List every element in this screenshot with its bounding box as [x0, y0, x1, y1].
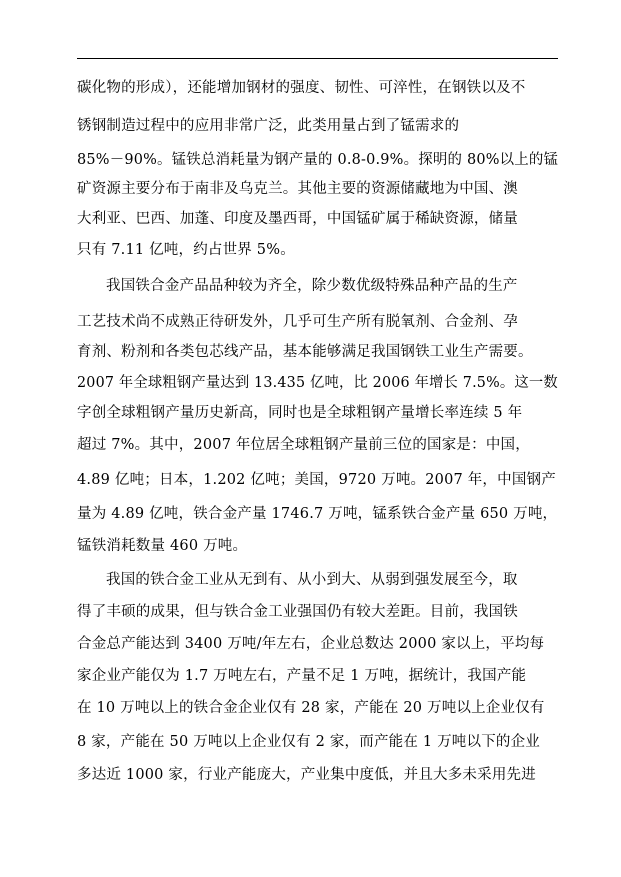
- paragraph-2-line-2: 工艺技术尚不成熟正待研发外，几乎可生产所有脱氧剂、合金剂、孕: [77, 314, 518, 330]
- paragraph-2-line-6: 超过 7%。其中，2007 年位居全球粗钢产量前三位的国家是：中国，: [77, 437, 530, 453]
- paragraph-2-line-4: 2007 年全球粗钢产量达到 13.435 亿吨，比 2006 年增长 7.5%。这一数: [77, 375, 558, 391]
- paragraph-3-line-4: 家企业产能仅为 1.7 万吨左右，产量不足 1 万吨，据统计，我国产能: [77, 668, 527, 684]
- paragraph-1-line-4: 矿资源主要分布于南非及乌克兰。其他主要的资源储藏地为中国、澳: [77, 181, 518, 197]
- paragraph-2-line-9: 锰铁消耗数量 460 万吨。: [77, 538, 248, 554]
- paragraph-3-line-7: 多达近 1000 家，行业产能庞大，产业集中度低，并且大多未采用先进: [77, 767, 536, 783]
- paragraph-3-line-3: 合金总产能达到 3400 万吨/年左右，企业总数达 2000 家以上，平均每: [77, 636, 545, 652]
- paragraph-1-line-5: 大利亚、巴西、加蓬、印度及墨西哥，中国锰矿属于稀缺资源，储量: [77, 211, 518, 227]
- paragraph-3-line-1: 我国的铁合金工业从无到有、从小到大、从弱到强发展至今，取: [106, 572, 518, 588]
- paragraph-3-line-2: 得了丰硕的成果，但与铁合金工业强国仍有较大差距。目前，我国铁: [77, 604, 518, 620]
- paragraph-2-line-5: 字创全球粗钢产量历史新高，同时也是全球粗钢产量增长率连续 5 年: [77, 405, 523, 421]
- paragraph-1-line-3: 85%－90%。锰铁总消耗量为钢产量的 0.8-0.9%。探明的 80%以上的锰: [77, 152, 559, 168]
- paragraph-1-line-1: 碳化物的形成），还能增加钢材的强度、韧性、可淬性，在钢铁以及不: [77, 80, 526, 96]
- paragraph-1-line-6: 只有 7.11 亿吨，约占世界 5%。: [77, 242, 295, 258]
- header-rule: [77, 58, 558, 59]
- paragraph-2-line-7: 4.89 亿吨；日本，1.202 亿吨；美国，9720 万吨。2007 年，中国钢产: [77, 472, 556, 488]
- paragraph-2-line-1: 我国铁合金产品品种较为齐全，除少数优级特殊品种产品的生产: [106, 278, 518, 294]
- paragraph-2-line-3: 育剂、粉剂和各类包芯线产品，基本能够满足我国钢铁工业生产需要。: [77, 344, 533, 360]
- paragraph-2-line-8: 量为 4.89 亿吨，铁合金产量 1746.7 万吨，锰系铁合金产量 650 万吨，: [77, 506, 558, 522]
- paragraph-3-line-6: 8 家，产能在 50 万吨以上企业仅有 2 家，而产能在 1 万吨以下的企业: [77, 734, 540, 750]
- paragraph-1-line-2: 锈钢制造过程中的应用非常广泛，此类用量占到了锰需求的: [77, 118, 460, 134]
- paragraph-3-line-5: 在 10 万吨以上的铁合金企业仅有 28 家，产能在 20 万吨以上企业仅有: [77, 700, 545, 716]
